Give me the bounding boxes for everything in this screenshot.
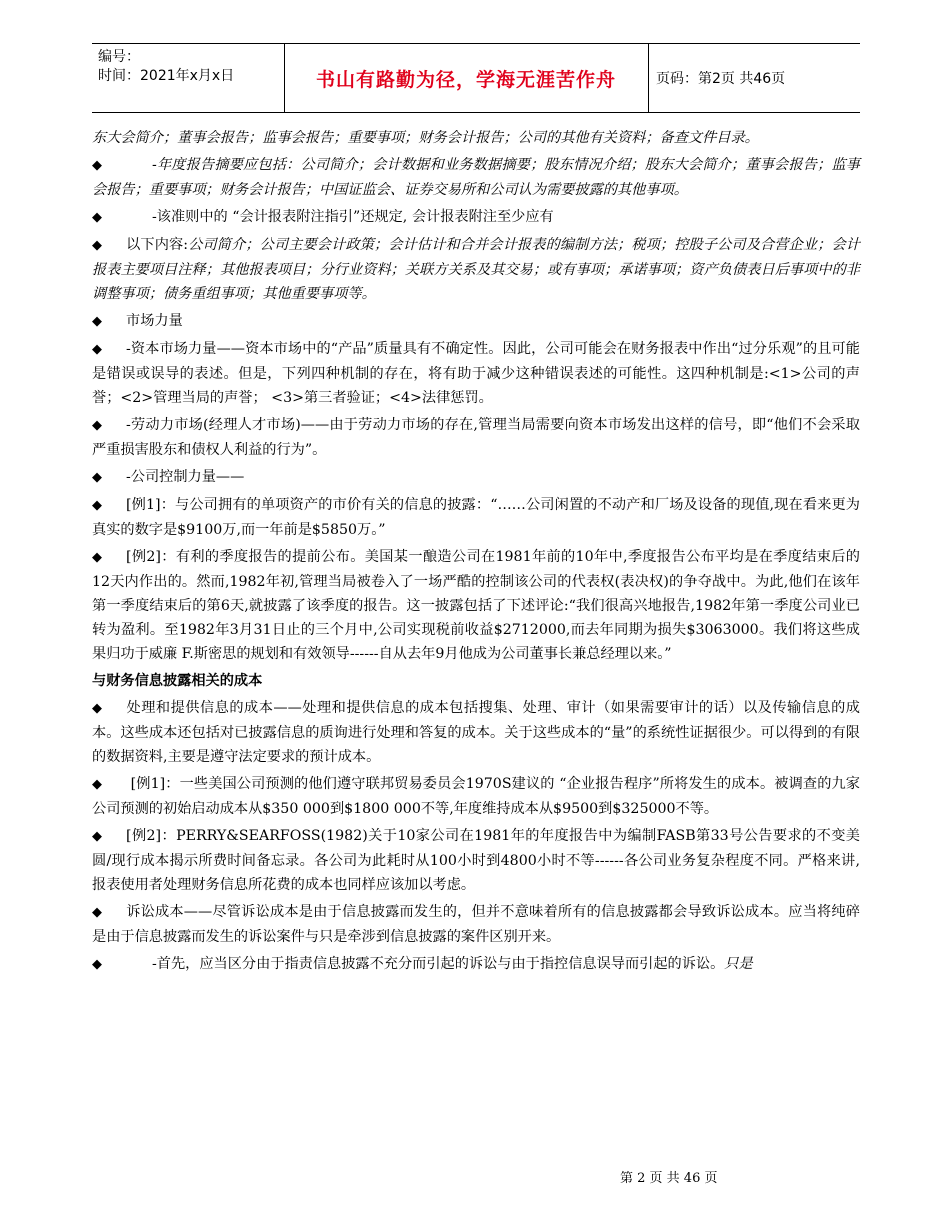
bullet-diamond-icon: ◆ <box>92 210 102 225</box>
page-footer: 第 2 页 共 46 页 <box>620 1171 718 1186</box>
bullet-diamond-icon: ◆ <box>92 905 102 920</box>
paragraph-text: -公司控制力量—— <box>126 469 245 485</box>
paragraph-text: [例1]：一些美国公司预测的他们遵守联邦贸易委员会1970S建议的 “企业报告程序”所将发生的成本。被调查的九家公司预测的初始启动成本从$350 000到$1800 000不等,年度维持成本从$9500到$325000不等。 <box>92 776 860 817</box>
paragraph-text: -资本市场力量——资本市场中的“产品”质量具有不确定性。因此，公司可能会在财务报表中作出“过分乐观”的且可能是错误或误导的表述。但是，下列四种机制的存在，将有助于减少这种错误表述的可能性。这四种机制是:<1>公司的声誉；<2>管理当局的声誉； <3>第三者验证；<4>法律惩罚。 <box>92 341 860 406</box>
paragraph <box>92 413 860 462</box>
paragraph <box>92 337 860 410</box>
bullet-diamond-icon: ◆ <box>92 238 102 253</box>
paragraph-text: -首先，应当区分由于指责信息披露不充分而引起的诉讼与由于指控信息误导而引起的诉讼。 <box>152 956 725 972</box>
paragraph <box>92 233 860 306</box>
paragraph <box>92 465 860 490</box>
paragraph-lead: 以下内容: <box>126 237 189 253</box>
paragraph <box>92 772 860 821</box>
bullet-diamond-icon: ◆ <box>92 829 102 844</box>
bullet-diamond-icon: ◆ <box>92 498 102 513</box>
paragraph-text: [例2]：有利的季度报告的提前公布。美国某一酿造公司在1981年前的10年中,季度报告公布平均是在季度结束后的12天内作出的。然而,1982年初,管理当局被卷入了一场严酷的控制该公司的代表权(表决权)的争夺战中。为此,他们在该年第一季度结束后的第6天,就披露了该季度的报告。这一披露包括了下述评论:“我们很高兴地报告,1982年第一季度公司业已转为盈利。至1982年3月31日止的三个月中,公司实现税前收益$2712000,而去年同期为损失$3063000。我们将这些成果归功于威廉 F.斯密思的规划和有效领导------自从去年9月他成为公司董事长兼总经理以来。” <box>92 549 860 662</box>
paragraph-text: -该准则中的 “会计报表附注指引”还规定, 会计报表附注至少应有 <box>152 209 554 225</box>
paragraph <box>92 900 860 949</box>
paragraph-text: 处理和提供信息的成本——处理和提供信息的成本包括搜集、处理、审计（如果需要审计的话）以及传输信息的成本。这些成本还包括对已披露信息的质询进行处理和答复的成本。关于这些成本的“量”的系统性证据很少。可以得到的有限的数据资料,主要是遵守法定要求的预计成本。 <box>92 700 860 765</box>
header-motto: 书山有路勤为径，学海无涯苦作舟 <box>315 68 616 91</box>
paragraph-text: 公司简介；公司主要会计政策；会计估计和合并会计报表的编制方法；税项；控股子公司及合营企业；会计报表主要项目注释；其他报表项目；分行业资料；关联方关系及其交易；或有事项；承诺事项；资产负债表日后事项中的非调整事项；债务重组事项；其他重要事项等。 <box>92 237 860 302</box>
document-body <box>92 126 860 980</box>
bullet-diamond-icon: ◆ <box>92 314 102 329</box>
paragraph <box>92 952 860 977</box>
bullet-diamond-icon: ◆ <box>92 418 102 433</box>
bullet-diamond-icon: ◆ <box>92 777 102 792</box>
paragraph-text: [例1]：与公司拥有的单项资产的市价有关的信息的披露：“……公司闲置的不动产和厂场及设备的现值,现在看来更为真实的数字是$9100万,而一年前是$5850万。” <box>92 497 860 538</box>
header-meta <box>98 48 286 108</box>
paragraph-text: [例2]：PERRY&SEARFOSS(1982)关于10家公司在1981年的年度报告中为编制FASB第33号公告要求的不变美圆/现行成本揭示所费时间备忘录。各公司为此耗时从100小时到4800小时不等------各公司业务复杂程度不同。严格来讲,报表使用者处理财务信息所花费的成本也同样应该加以考虑。 <box>92 828 860 893</box>
paragraph-text: -年度报告摘要应包括：公司简介；会计数据和业务数据摘要；股东情况介绍；股东大会简介；董事会报告；监事会报告；重要事项；财务会计报告；中国证监会、证券交易所和公司认为需要披露的其他事项。 <box>92 157 860 198</box>
page-header <box>92 43 860 113</box>
header-divider <box>648 44 649 112</box>
paragraph <box>92 545 860 666</box>
bullet-diamond-icon: ◆ <box>92 158 102 173</box>
paragraph-text: 东大会简介；董事会报告；监事会报告；重要事项；财务会计报告；公司的其他有关资料；备查文件目录。 <box>92 130 759 146</box>
bullet-diamond-icon: ◆ <box>92 550 102 565</box>
paragraph <box>92 824 860 897</box>
bullet-diamond-icon: ◆ <box>92 701 102 716</box>
section-heading: 与财务信息披露相关的成本 <box>92 673 263 689</box>
paragraph <box>92 309 860 334</box>
bullet-diamond-icon: ◆ <box>92 342 102 357</box>
paragraph-text: 诉讼成本——尽管诉讼成本是由于信息披露而发生的，但并不意味着所有的信息披露都会导致诉讼成本。应当将纯碎是由于信息披露而发生的诉讼案件与只是牵涉到信息披露的案件区别开来。 <box>92 904 860 945</box>
document-time-label: 时间：2021年x月x日 <box>98 68 235 84</box>
bullet-diamond-icon: ◆ <box>92 957 102 972</box>
paragraph-tail: 只是 <box>724 956 753 972</box>
document-number-label: 编号： <box>98 49 140 65</box>
paragraph <box>92 493 860 542</box>
paragraph <box>92 205 860 230</box>
paragraph-text: -劳动力市场(经理人才市场)——由于劳动力市场的存在,管理当局需要向资本市场发出这样的信号，即“他们不会采取严重损害股东和债权人利益的行为”。 <box>92 417 860 458</box>
bullet-diamond-icon: ◆ <box>92 470 102 485</box>
paragraph-text: 市场力量 <box>126 313 183 329</box>
paragraph <box>92 153 860 202</box>
paragraph <box>92 126 860 150</box>
header-page-number: 页码：第2页 共46页 <box>656 71 786 87</box>
paragraph <box>92 696 860 769</box>
